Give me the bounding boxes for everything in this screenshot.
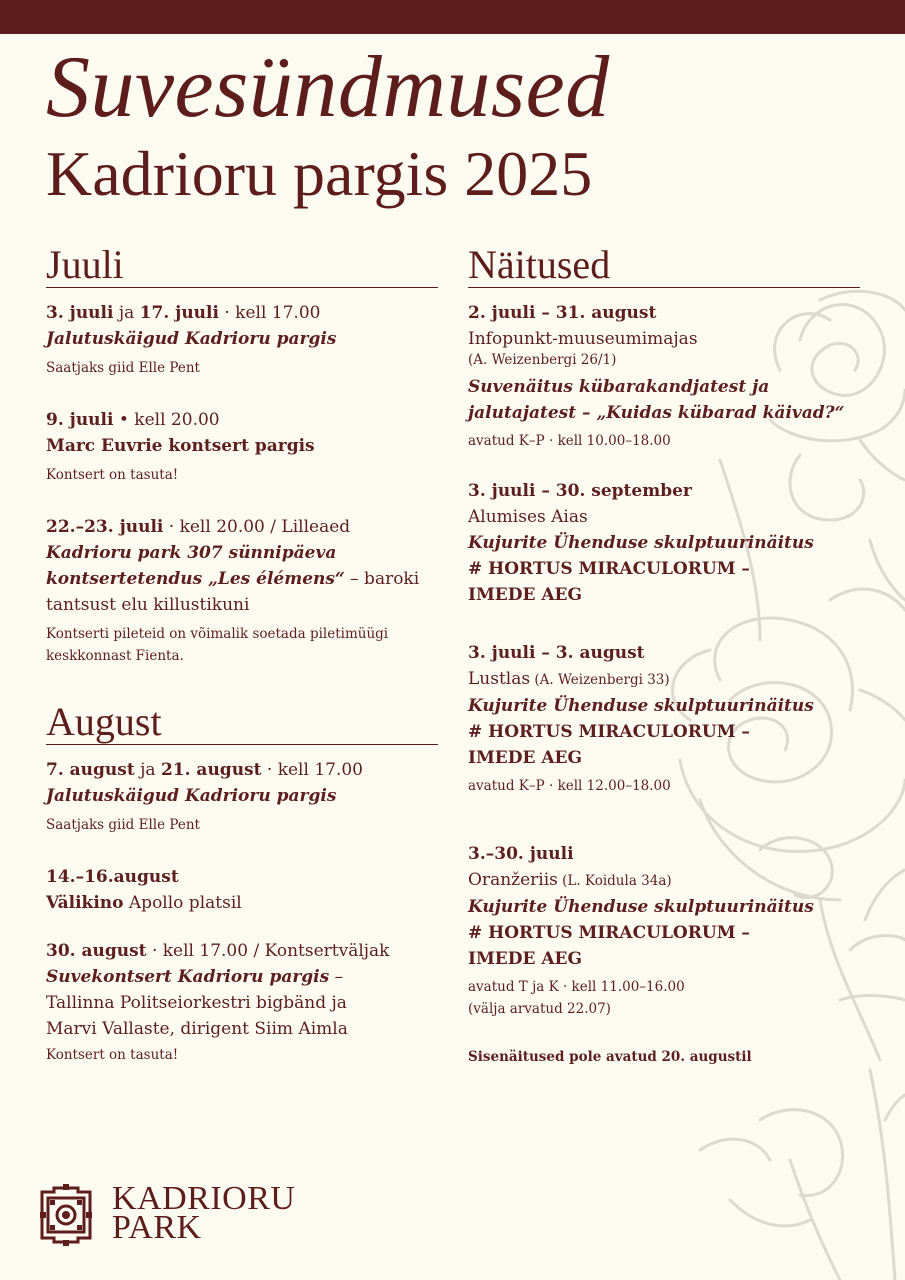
event-date-joiner: ja — [113, 303, 140, 323]
exhibition-name: IMEDE AEG — [468, 748, 583, 768]
event-date: 14.–16.august — [46, 867, 179, 887]
exhibition-address: (A. Weizenbergi 26/1) — [468, 352, 617, 368]
event-august-cinema — [46, 864, 438, 916]
exhibition-hats — [468, 300, 860, 452]
exhibition-name: # HORTUS MIRACULORUM – — [468, 923, 750, 943]
left-column — [46, 244, 438, 1066]
event-description: Marvi Vallaste, dirigent Siim Aimla — [46, 1019, 348, 1039]
exhibition-name: # HORTUS MIRACULORUM – — [468, 559, 750, 579]
event-august-concert — [46, 938, 438, 1066]
event-note: Saatjaks giid Elle Pent — [46, 817, 200, 833]
exhibition-address: (L. Koidula 34a) — [557, 873, 672, 889]
event-date-line — [46, 514, 438, 540]
event-time: · kell 17.00 — [261, 760, 364, 780]
event-time: kell 20.00 — [134, 410, 220, 430]
event-note: Saatjaks giid Elle Pent — [46, 360, 200, 376]
event-name: Jalutuskäigud Kadrioru pargis — [46, 786, 337, 806]
exhibition-place-line — [468, 666, 860, 693]
event-date: 22.–23. juuli — [46, 517, 164, 537]
exhibition-name: Kujurite Ühenduse skulptuurinäitus — [468, 533, 814, 553]
event-juuli-concert — [46, 407, 438, 486]
event-juuli-walks — [46, 300, 438, 379]
event-date-line — [46, 938, 438, 964]
exhibition-name: jalutajatest – „Kuidas kübarad käivad?“ — [468, 403, 845, 423]
event-name-line — [46, 964, 438, 990]
section-title-august: August — [46, 701, 438, 745]
event-name: Jalutuskäigud Kadrioru pargis — [46, 329, 337, 349]
section-juuli — [46, 244, 438, 667]
section-title-naitused: Näitused — [468, 244, 860, 288]
event-name-line — [46, 566, 438, 592]
exhibition-place-line — [468, 867, 860, 894]
exhibition-dates: 3. juuli – 3. august — [468, 643, 645, 663]
event-name: Välikino — [46, 893, 124, 913]
section-title-juuli: Juuli — [46, 244, 438, 288]
event-note: keskkonnast Fienta. — [46, 648, 184, 664]
exhibition-dates: 3.–30. juuli — [468, 844, 574, 864]
logo-line-1: KADRIORU — [112, 1180, 296, 1217]
event-name-rest: tantsust elu killustikuni — [46, 595, 250, 615]
section-august — [46, 701, 438, 1066]
exhibition-alumine-aed — [468, 478, 860, 608]
event-date-line — [46, 757, 438, 783]
section-naitused — [468, 244, 860, 1068]
event-date: 7. august — [46, 760, 135, 780]
exhibition-lustla — [468, 640, 860, 797]
event-note: Kontsert on tasuta! — [46, 467, 179, 483]
exhibition-hours: avatud T ja K · kell 11.00–16.00 — [468, 979, 685, 995]
exhibition-place: Lustlas — [468, 669, 531, 689]
closed-notice: Sisenäitused pole avatud 20. augustil — [468, 1049, 752, 1065]
exhibition-name: IMEDE AEG — [468, 585, 583, 605]
event-date-joiner: ja — [134, 760, 161, 780]
kadrioru-park-logo — [38, 1180, 338, 1250]
title-script: Suvesündmused — [46, 39, 610, 136]
exhibition-place: Alumises Aias — [468, 507, 588, 527]
event-name-rest: Apollo platsil — [123, 893, 242, 913]
top-color-bar — [0, 0, 905, 34]
event-august-walks — [46, 757, 438, 836]
event-date: 30. august — [46, 941, 147, 961]
exhibition-place: Infopunkt-muuseumimajas — [468, 329, 698, 349]
exhibition-name: Kujurite Ühenduse skulptuurinäitus — [468, 696, 814, 716]
event-separator: • — [113, 410, 135, 430]
event-name: Marc Euvrie kontsert pargis — [46, 436, 315, 456]
right-column — [468, 244, 860, 1068]
exhibition-hours: avatud K–P · kell 12.00–18.00 — [468, 778, 671, 794]
event-juuli-birthday — [46, 514, 438, 667]
event-name: kontsertetendus „Les élémens“ — [46, 569, 345, 589]
event-name: Kadrioru park 307 sünnipäeva — [46, 543, 337, 563]
exhibition-hours: avatud K–P · kell 10.00–18.00 — [468, 433, 671, 449]
event-description: Tallinna Politseiorkestri bigbänd ja — [46, 993, 347, 1013]
event-note: Kontserti pileteid on võimalik soetada piletimüügi — [46, 626, 389, 642]
title-main: Kadrioru pargis 2025 — [46, 138, 593, 209]
exhibition-name: IMEDE AEG — [468, 949, 583, 969]
logo-text — [112, 1180, 296, 1246]
exhibition-place: Oranžeriis — [468, 870, 558, 890]
event-date-line — [46, 300, 438, 326]
event-time: · kell 17.00 — [218, 303, 321, 323]
exhibition-name: Suvenäitus kübarakandjatest ja — [468, 377, 770, 397]
kadriorg-palace-emblem-icon — [38, 1184, 94, 1246]
exhibition-name: # HORTUS MIRACULORUM – — [468, 722, 750, 742]
event-date: 9. juuli — [46, 410, 114, 430]
event-time: · kell 17.00 / Kontsertväljak — [146, 941, 390, 961]
event-date: 17. juuli — [139, 303, 219, 323]
exhibition-name: Kujurite Ühenduse skulptuurinäitus — [468, 897, 814, 917]
exhibition-dates: 3. juuli – 30. september — [468, 481, 692, 501]
logo-line-2: PARK — [112, 1209, 202, 1246]
event-date: 3. juuli — [46, 303, 114, 323]
event-name: Suvekontsert Kadrioru pargis — [46, 967, 330, 987]
exhibition-address: (A. Weizenbergi 33) — [530, 672, 670, 688]
exhibition-oranzerii — [468, 841, 860, 1020]
event-name-line — [46, 890, 438, 916]
event-note: Kontsert on tasuta! — [46, 1047, 179, 1063]
event-name-rest: – — [329, 967, 344, 987]
event-date: 21. august — [160, 760, 262, 780]
exhibition-dates: 2. juuli – 31. august — [468, 303, 657, 323]
event-date-line — [46, 407, 438, 433]
event-name-rest: – baroki — [344, 569, 420, 589]
exhibition-hours-note: (välja arvatud 22.07) — [468, 1001, 611, 1017]
event-time: · kell 20.00 / Lilleaed — [163, 517, 351, 537]
